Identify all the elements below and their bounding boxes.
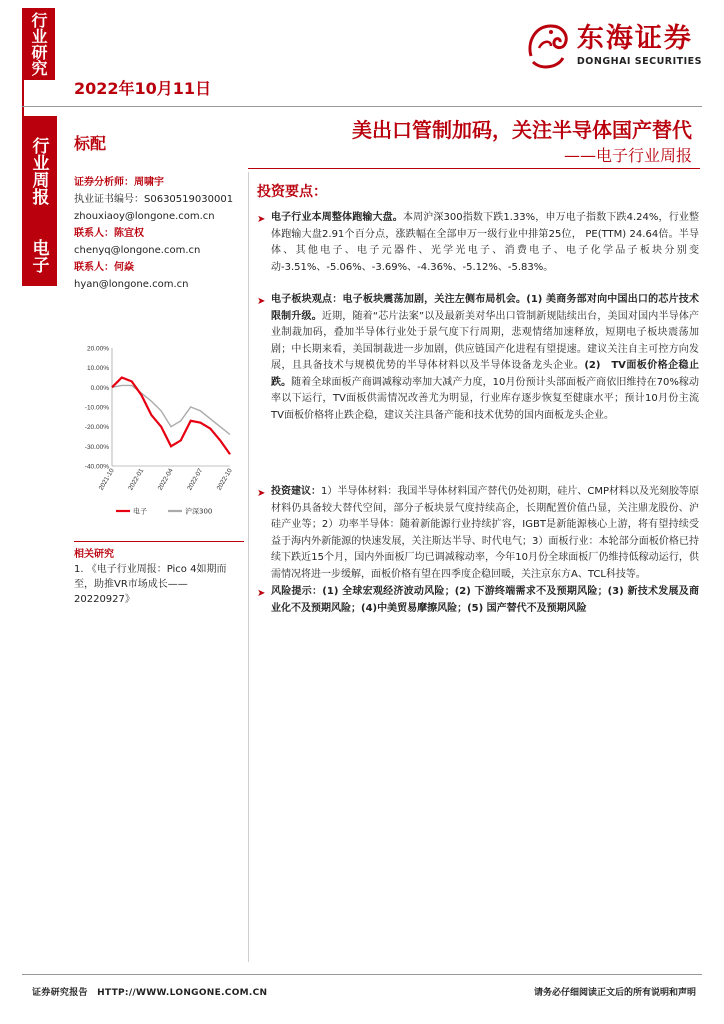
company-logo (521, 18, 702, 72)
x-tick-label: 2022-01 (127, 467, 146, 492)
header-divider (22, 106, 702, 107)
paragraph-view (271, 292, 699, 424)
legend-label: 沪深300 (185, 507, 213, 516)
cert-label: 执业证书编号： (74, 194, 144, 205)
analyst-row (74, 174, 244, 191)
cert-row (74, 191, 244, 208)
paragraph-lead: 投资建议： (271, 486, 321, 497)
x-tick-label: 2022-04 (156, 467, 175, 492)
analyst-name: 周啸宇 (134, 177, 164, 188)
title-underline (248, 168, 700, 169)
y-tick-label: -10.00% (84, 404, 109, 412)
logo-chinese-name: 东海证券 (576, 22, 693, 54)
related-title: 相关研究 (74, 549, 114, 560)
paragraph-text: 本周沪深300指数下跌1.33%，申万电子指数下跌4.24%，行业整体跑输大盘2.91个百分点，涨跌幅在全部申万一级行业中排第25位， PE(TTM) 24.64倍。半导体、其他电子、电子元器件、光学光电子、消费电子、电子化学品子板块分别变动-3.51%、-5.06%、-3.69%、-4.36%、-5.12%、-5.83%。 (271, 212, 700, 273)
analyst-label: 证券分析师： (74, 177, 134, 188)
y-tick-label: 10.00% (86, 365, 109, 373)
contact1-row (74, 225, 244, 242)
footer-disclaimer: 请务必仔细阅读正文后的所有说明和声明 (533, 988, 696, 998)
report-subtitle: ——电子行业周报 (563, 146, 692, 165)
y-tick-label: 20.00% (86, 345, 109, 353)
contact1-name: 陈宜权 (114, 228, 144, 239)
chevron-right-icon: ➤ (257, 214, 266, 225)
contact1-label: 联系人： (74, 228, 114, 239)
dragon-logo-icon (521, 18, 575, 72)
section-title: 投资要点： (257, 184, 327, 200)
contact2-name: 何焱 (114, 262, 134, 273)
performance-chart (76, 340, 236, 522)
paragraph-market (271, 210, 699, 276)
x-tick-label: 2021-10 (97, 467, 116, 492)
footer-divider (22, 974, 702, 975)
paragraph-text: 1）半导体材料：我国半导体材料国产替代仍处初期，硅片、CMP材料以及光刻胶等原材料仍具备较大替代空间，部分子板块景气度持续高企，长期配置价值凸显，关注鼎龙股份、沪硅产业等；2）功率半导体：随着新能源行业持续扩容，IGBT是新能源核心上游，将有望持续受益于海内外新能源的快速发展，关注斯达半导、时代电气；3）面板行业：本轮部分面板价格已持续下跌近15个月，国内外面板厂均已调减稼动率，今年10月份全球面板厂仍维持低稼动运行，供需情况将进一步缓解，面板价格有望在四季度企稳回暖，关注京东方A、TCL科技等。 (271, 486, 700, 580)
y-tick-label: -40.00% (84, 463, 109, 471)
cert-number: S0630519030001 (144, 194, 234, 205)
paragraph-lead: 电子行业本周整体跑输大盘。 (271, 212, 403, 223)
y-tick-label: -20.00% (84, 424, 109, 432)
paragraph-text: 近期，随着“芯片法案”以及最新美对华出口管制新规陆续出台，美国对国内半导体产业制裁加码，叠加半导体行业处于景气度下行周期，悲观情绪加速释放，短期电子板块震荡加剧；中长期来看，美国制裁进一步加剧，供应链国产化进程有望提速。建议关注自主可控方向发展，且具备技术与规模优势的半导体材料以及半导体设备龙头企业。 (271, 310, 699, 371)
paragraph-lead: 电子板块观点：电子板块震荡加剧，关注左侧布局机会。(1) 美商务部对向中国出口的芯片技术限制升级。 (271, 294, 699, 322)
series-line-csi300 (112, 385, 230, 434)
sidebar-tab-weekly: 行业周报 (22, 116, 55, 226)
paragraph-risk (271, 584, 699, 617)
paragraph-lead-2: (2) TV面板价格企稳止跌。 (271, 360, 700, 388)
chevron-right-icon: ➤ (257, 588, 266, 599)
chevron-right-icon: ➤ (257, 296, 266, 307)
sidebar-divider (22, 80, 24, 116)
y-tick-label: -30.00% (84, 443, 109, 451)
series-line-electronics (112, 378, 230, 455)
sidebar-tab-industry-research: 行业研究 (22, 8, 55, 80)
legend-label: 电子 (133, 507, 147, 516)
industry-rating: 标配 (74, 134, 107, 153)
paragraph-lead: 风险提示：(1) 全球宏观经济波动风险；(2) 下游终端需求不及预期风险；(3) 新技术发展及商业化不及预期风险；(4)中美贸易摩擦风险；(5) 国产替代不及预期风险 (271, 586, 699, 614)
x-tick-label: 2022-07 (186, 467, 205, 492)
chevron-right-icon: ➤ (257, 488, 266, 499)
report-date: 2022年10月11日 (74, 79, 212, 98)
contact2-label: 联系人： (74, 262, 114, 273)
sidebar-tab-electronics: 电子 (22, 226, 55, 286)
contact1-email[interactable]: chenyq@longone.com.cn (74, 245, 201, 256)
contact2-email[interactable]: hyan@longone.com.cn (74, 279, 189, 290)
related-divider (74, 541, 244, 542)
analyst-email[interactable]: zhouxiaoy@longone.com.cn (74, 211, 215, 222)
contact2-row (74, 259, 244, 276)
sidebar-rule (55, 116, 57, 286)
report-title: 美出口管制加码，关注半导体国产替代 (352, 118, 692, 142)
logo-english-name: DONGHAI SECURITIES (576, 55, 702, 67)
paragraph-text-2: 随着全球面板产商调减稼动率加大减产力度，10月份预计头部面板产商依旧维持在70%稼动率以下运行，TV面板供需情况改善尤为明显，行业库存逐步恢复至健康水平；预计10月份主流TV面板价格将止跌企稳，建议关注具备产能和技术优势的国内面板龙头企业。 (271, 376, 700, 421)
y-tick-label: 0.00% (90, 384, 109, 392)
x-tick-label: 2022-10 (215, 467, 234, 492)
column-divider (248, 172, 249, 962)
analyst-info (74, 174, 244, 293)
paragraph-advice (271, 484, 699, 583)
footer-website[interactable]: 证券研究报告 HTTP://WWW.LONGONE.COM.CN (32, 988, 268, 998)
related-item[interactable]: 1. 《电子行业周报：Pico 4如期而至，助推VR市场成长——20220927》 (74, 564, 227, 605)
